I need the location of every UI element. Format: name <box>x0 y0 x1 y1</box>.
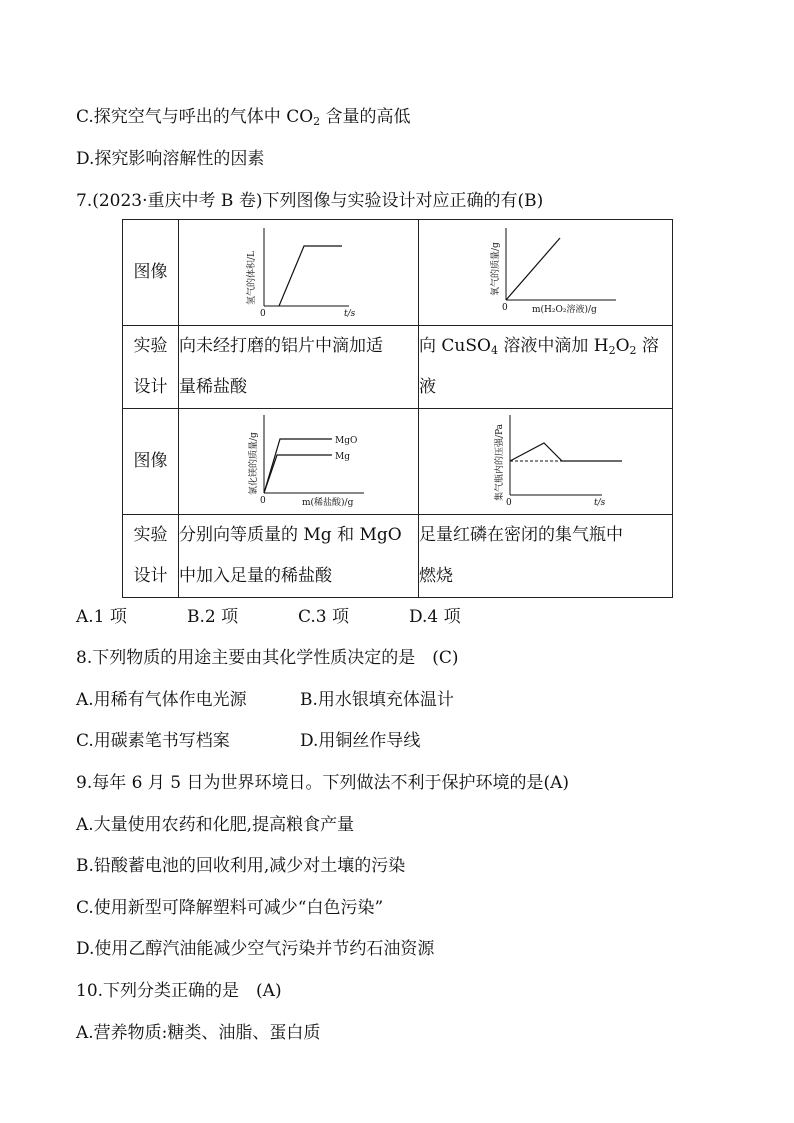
graph3-xlabel: m(稀盐酸)/g <box>301 498 353 508</box>
q7-option-c: C.3 项 <box>298 607 350 627</box>
graph-hydrogen-volume <box>179 220 419 326</box>
design-3: 分别向等质量的 Mg 和 MgO 中加入足量的稀盐酸 <box>179 515 419 598</box>
design-2: 向 CuSO$_4$ 溶液中滴加 $H_2O_2$ 溶 液 <box>419 326 673 409</box>
q9-option-b: B.铅酸蓄电池的回收利用,减少对土壤的污染 <box>76 856 406 876</box>
q8-option-c: C.用碳素笔书写档案 <box>76 731 230 751</box>
q8-option-a: A.用稀有气体作电光源 <box>76 690 247 710</box>
graph2-origin: 0 <box>501 303 508 313</box>
q7-options <box>76 605 461 629</box>
q9-stem: 9.每年 6 月 5 日为世界环境日。下列做法不利于保护环境的是(A) <box>76 773 570 793</box>
row-label-design-2: 实验 设计 <box>123 515 179 598</box>
q7-option-b: B.2 项 <box>187 607 239 627</box>
graph3-series-mgo: MgO <box>334 436 357 446</box>
graph4-origin: 0 <box>505 498 512 508</box>
graph3-series-mg: Mg <box>334 452 350 462</box>
q8-option-b: B.用水银填充体温计 <box>300 690 454 710</box>
row-label-design-1: 实验 设计 <box>123 326 179 409</box>
graph1-ylabel: 氢气的体积/L <box>246 250 257 305</box>
graph3-ylabel: 氯化镁的质量/g <box>248 432 259 495</box>
q7-table <box>122 219 673 598</box>
graph-bottle-pressure <box>419 409 673 515</box>
graph3-origin: 0 <box>259 496 266 506</box>
q8-options-cd <box>76 729 420 753</box>
graph2-ylabel: 氧气的质量/g <box>490 242 501 296</box>
graph1-xlabel: t/s <box>343 309 355 319</box>
q7-stem: 7.(2023·重庆中考 B 卷)下列图像与实验设计对应正确的有(B) <box>76 191 544 211</box>
graph4-ylabel: 集气瓶内的压强/Pa <box>494 423 505 501</box>
row-label-image-2: 图像 <box>123 409 179 515</box>
q7-option-d: D.4 项 <box>409 607 461 627</box>
graph1-origin: 0 <box>259 309 266 319</box>
q10-option-a: A.营养物质:糖类、油脂、蛋白质 <box>76 1023 321 1043</box>
q7-option-a: A.1 项 <box>76 607 127 627</box>
q6-option-c: C.探究空气与呼出的气体中 $CO_2$ 含量的高低 <box>76 107 411 128</box>
row-label-image-1: 图像 <box>123 220 179 326</box>
q8-option-d: D.用铜丝作导线 <box>300 731 421 751</box>
design-1: 向未经打磨的铝片中滴加适 量稀盐酸 <box>179 326 419 409</box>
q8-options-ab <box>76 688 454 712</box>
q9-option-c: C.使用新型可降解塑料可减少“白色污染” <box>76 898 384 918</box>
q9-option-a: A.大量使用农药和化肥,提高粮食产量 <box>76 815 355 835</box>
graph-magnesium-chloride-mass <box>179 409 419 515</box>
q9-option-d: D.使用乙醇汽油能减少空气污染并节约石油资源 <box>76 939 435 959</box>
q6-option-d: D.探究影响溶解性的因素 <box>76 149 265 169</box>
q10-stem: 10.下列分类正确的是 (A) <box>76 981 282 1001</box>
graph-oxygen-mass <box>419 220 673 326</box>
q8-stem: 8.下列物质的用途主要由其化学性质决定的是 (C) <box>76 648 459 668</box>
graph4-xlabel: t/s <box>593 498 605 508</box>
graph2-xlabel: m(H₂O₂溶液)/g <box>531 305 597 315</box>
design-4: 足量红磷在密闭的集气瓶中 燃烧 <box>419 515 673 598</box>
